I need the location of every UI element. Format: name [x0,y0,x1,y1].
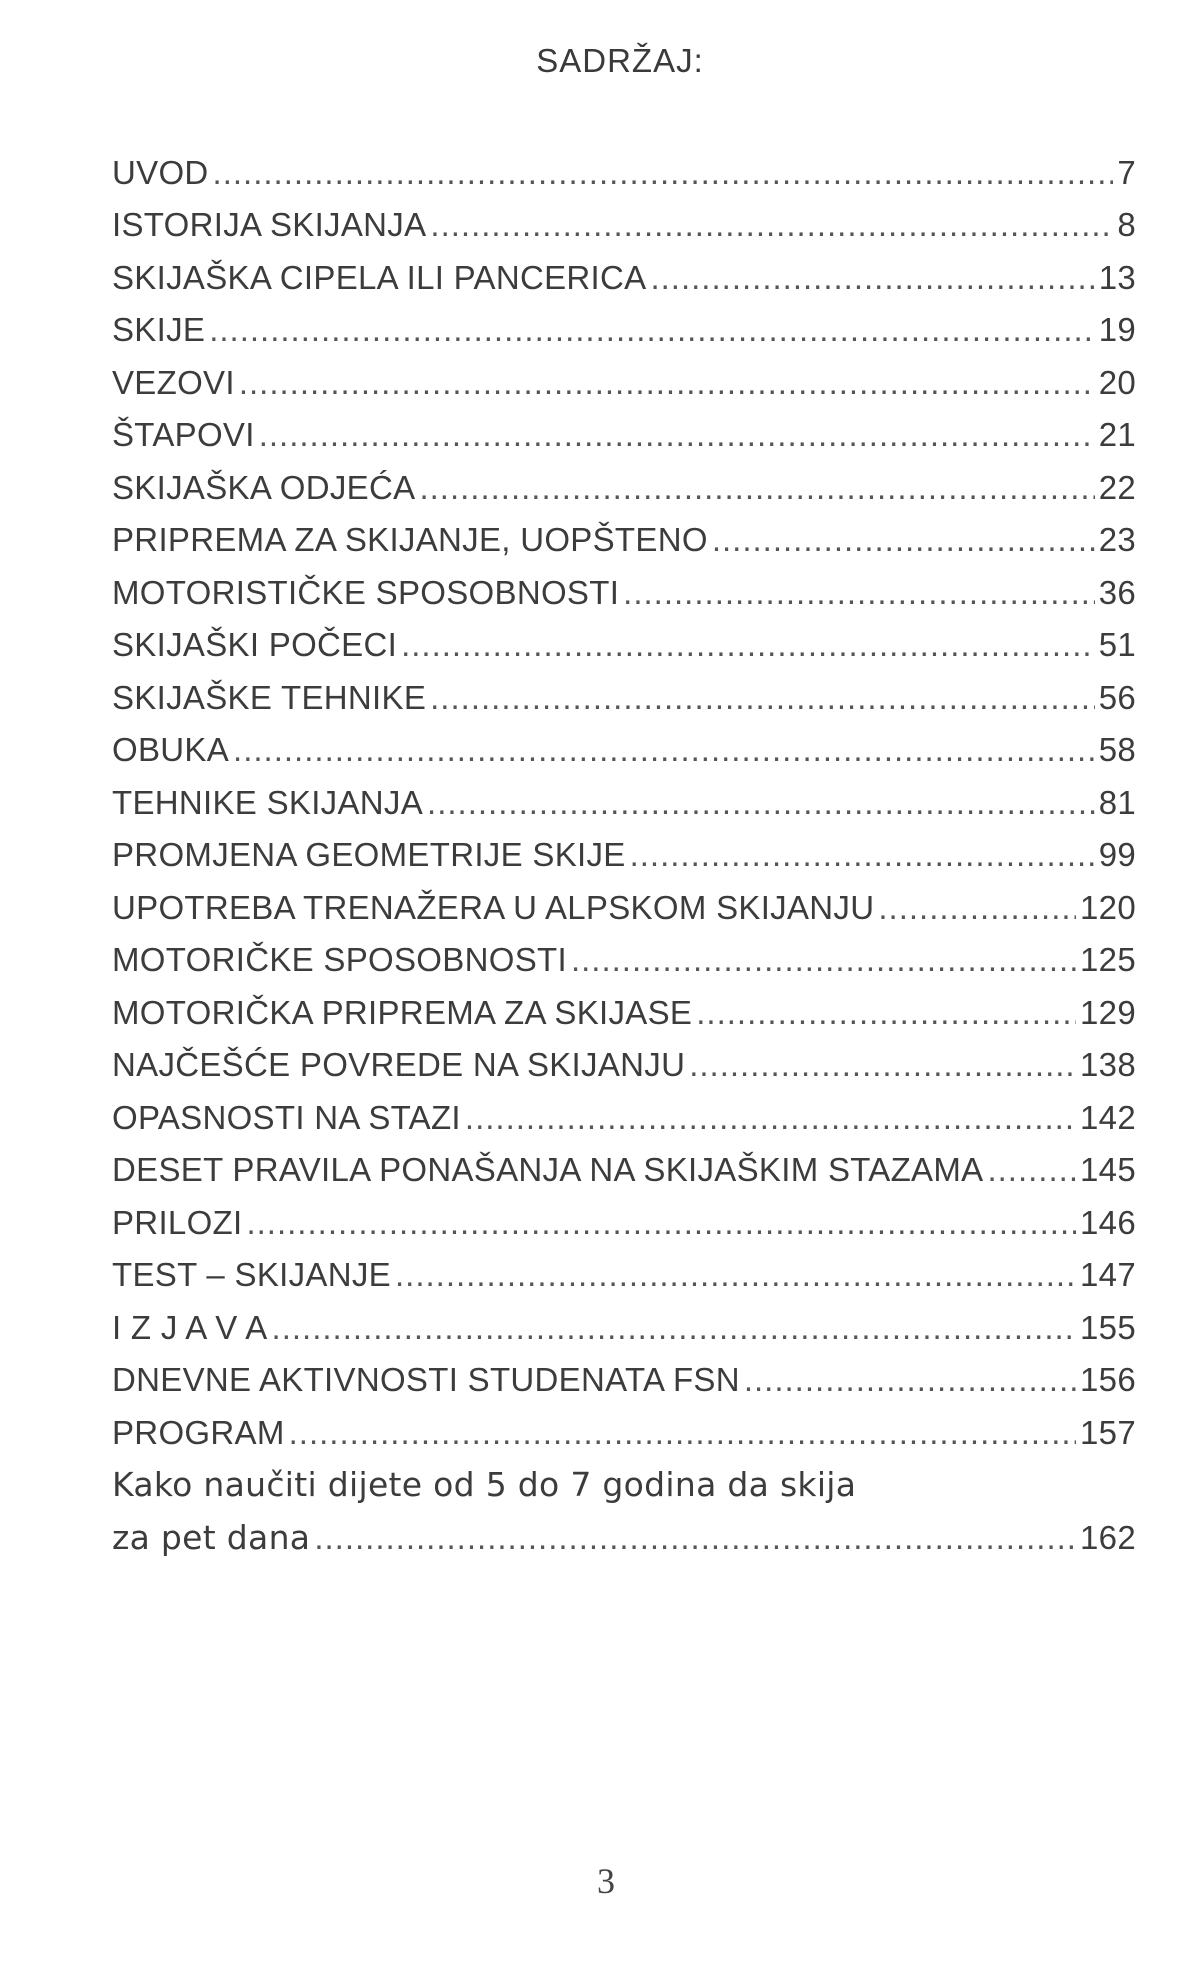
toc-entry[interactable] [112,350,1136,403]
toc-entry[interactable] [112,403,1136,456]
toc-leader-dots [878,888,1076,928]
toc-leader-dots [987,1150,1076,1190]
toc-leader-dots [465,1098,1076,1138]
page-number: 3 [597,1861,615,1901]
toc-entry-label: OBUKA [112,731,230,768]
toc-entry[interactable] [112,770,1136,823]
toc-entry[interactable] [112,140,1136,193]
toc-entry-page: 8 [1117,206,1136,243]
toc-leader-dots [272,1308,1076,1348]
toc-entry[interactable] [112,455,1136,508]
toc-leader-dots [427,783,1095,823]
toc-entry-label: SKIJAŠKA ODJEĆA [112,468,416,506]
toc-entry-label: TEHNIKE SKIJANJA [112,783,424,821]
toc-entry-label: SKIJAŠKA CIPELA ILI PANCERICA [112,258,647,296]
toc-entry-page: 142 [1080,1098,1136,1136]
toc-entry-label: SKIJAŠKI POČECI [112,626,398,663]
toc-entry[interactable] [112,560,1136,613]
toc-entry[interactable] [112,1033,1136,1086]
toc-entry-page: 23 [1098,521,1136,558]
toc-entry[interactable] [112,508,1136,561]
toc-entry[interactable] [112,298,1136,351]
toc-entry[interactable] [112,875,1136,928]
toc-entry[interactable] [112,928,1136,981]
toc-leader-dots [259,415,1095,455]
toc-entry[interactable] [112,193,1136,246]
toc-entry-multiline-first[interactable] [112,1453,1136,1506]
toc-entry-label: MOTORISTIČKE SPOSOBNOSTI [112,573,620,611]
toc-leader-dots [246,1203,1076,1243]
toc-leader-dots [712,520,1095,560]
toc-entry-label: SKIJE [112,311,206,348]
toc-entry[interactable] [112,1348,1136,1401]
page-title: SADRŽAJ: [536,42,704,79]
toc-leader-dots [314,1518,1076,1558]
toc-leader-dots [213,153,1114,193]
toc-entry-label: UVOD [112,153,209,191]
toc-entry-page: 20 [1098,363,1136,401]
toc-entry-label: ISTORIJA SKIJANJA [112,206,427,243]
toc-entry-label: DESET PRAVILA PONAŠANJA NA SKIJAŠKIM STAZAMA [112,1151,984,1188]
toc-entry-page: 120 [1080,888,1136,926]
toc-entry[interactable] [112,613,1136,666]
toc-entry-page: 21 [1098,416,1136,453]
toc-entry-label: MOTORIČKE SPOSOBNOSTI [112,941,567,978]
toc-entry-page: 155 [1080,1308,1136,1346]
toc-entry-label: TEST – SKIJANJE [112,1256,391,1293]
toc-entries [112,140,1136,1453]
toc-entry-label: UPOTREBA TRENAŽERA U ALPSKOM SKIJANJU [112,888,875,926]
toc-entry-label: Kako naučiti dijete od 5 do 7 godina da skija [112,1465,857,1504]
toc-entry-label: PRILOZI [112,1203,243,1241]
toc-entry-label: SKIJAŠKE TEHNIKE [112,678,427,716]
toc-entry[interactable] [112,1400,1136,1453]
toc-entry-label: PRIPREMA ZA SKIJANJE, UOPŠTENO [112,521,708,558]
toc-entry-page: 147 [1080,1256,1136,1293]
toc-entry-label: NAJČEŠĆE POVREDE NA SKIJANJU [112,1046,686,1083]
toc-entry[interactable] [112,980,1136,1033]
toc-entry-label: VEZOVI [112,363,235,401]
toc-entry[interactable] [112,665,1136,718]
toc-entry[interactable] [112,1085,1136,1138]
toc-entry-page: 19 [1098,311,1136,348]
toc-entry-page: 162 [1080,1518,1136,1556]
toc-entry-label: I Z J A V A [112,1308,268,1346]
toc-entry-label: DNEVNE AKTIVNOSTI STUDENATA FSN [112,1361,740,1398]
toc-entry-label: ŠTAPOVI [112,416,255,453]
toc-leader-dots [233,730,1095,770]
toc-entry-page: 146 [1080,1203,1136,1241]
toc-leader-dots [419,468,1094,508]
toc-entry-label: PROGRAM [112,1413,285,1451]
toc-leader-dots [430,205,1113,245]
toc-entry[interactable] [112,823,1136,876]
toc-entry[interactable] [112,1190,1136,1243]
toc-entry-page: 138 [1080,1046,1136,1083]
toc-entry-multiline-second[interactable] [112,1505,1136,1558]
toc-entry-page: 156 [1080,1361,1136,1398]
toc-entry[interactable] [112,245,1136,298]
toc-entry-label: MOTORIČKA PRIPREMA ZA SKIJASE [112,993,693,1031]
toc-leader-dots [630,835,1095,875]
toc-leader-dots [744,1360,1076,1400]
toc-entry-page: 157 [1080,1413,1136,1451]
toc-entry-page: 81 [1098,783,1136,821]
toc-entry[interactable] [112,1243,1136,1296]
table-of-contents [112,140,1136,1558]
toc-entry-label: OPASNOSTI NA STAZI [112,1098,461,1136]
toc-leader-dots [209,310,1094,350]
toc-entry[interactable] [112,718,1136,771]
toc-leader-dots [430,678,1095,718]
toc-entry-page: 99 [1098,836,1136,873]
toc-entry-page: 56 [1098,678,1136,716]
toc-leader-dots [239,363,1095,403]
toc-entry-page: 51 [1098,626,1136,663]
toc-leader-dots [289,1413,1076,1453]
toc-entry[interactable] [112,1138,1136,1191]
toc-entry-page: 36 [1098,573,1136,611]
toc-entry-page: 22 [1098,468,1136,506]
toc-leader-dots [395,1255,1076,1295]
toc-leader-dots [650,258,1094,298]
toc-leader-dots [689,1045,1076,1085]
toc-entry-label: za pet dana [112,1517,311,1557]
toc-leader-dots [696,993,1076,1033]
toc-leader-dots [401,625,1095,665]
toc-entry[interactable] [112,1295,1136,1348]
toc-entry-page: 13 [1098,258,1136,296]
toc-entry-page: 58 [1098,731,1136,768]
toc-entry-page: 145 [1080,1151,1136,1188]
toc-leader-dots [623,573,1095,613]
toc-entry-page: 129 [1080,993,1136,1031]
toc-entry-page: 125 [1080,941,1136,978]
toc-entry-label: PROMJENA GEOMETRIJE SKIJE [112,836,626,873]
toc-entry-page: 7 [1117,153,1136,191]
toc-leader-dots [571,940,1076,980]
